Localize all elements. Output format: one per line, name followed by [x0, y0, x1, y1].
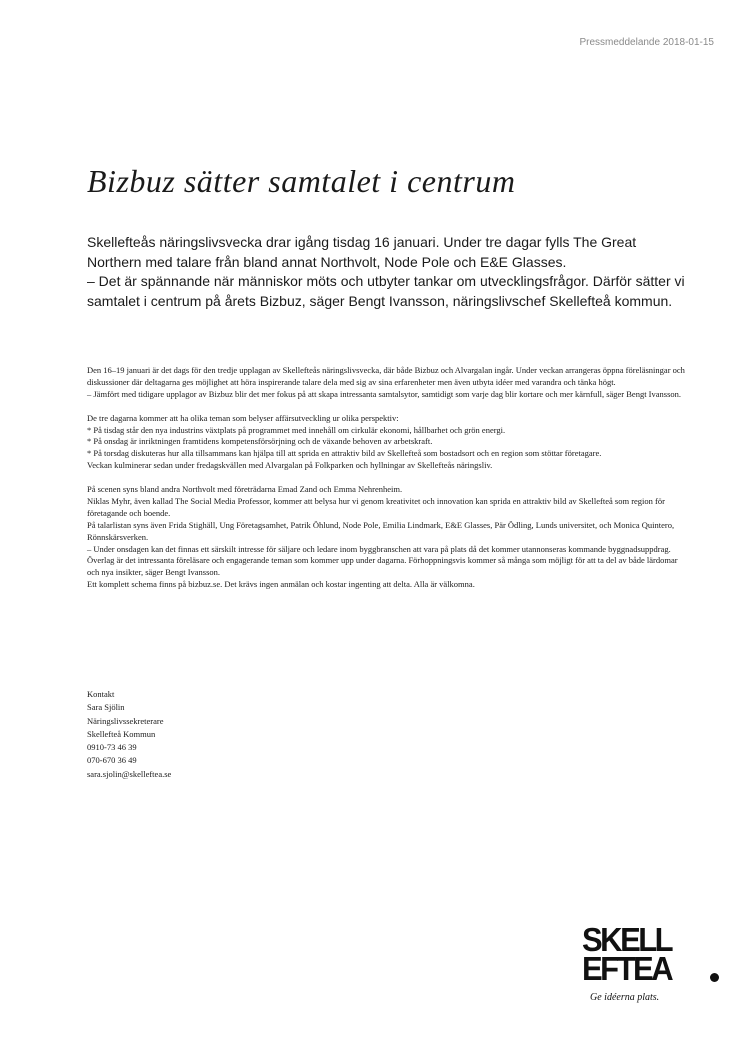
- body-paragraph-2: [87, 413, 687, 473]
- body-line: Veckan kulminerar sedan under fredagskvällen med Alvargalan på Folkparken och hyllningar av Skellefteås näringsliv.: [87, 460, 493, 471]
- logo-line-1: SKELL: [582, 920, 672, 959]
- body-line: * På onsdag är inriktningen framtidens kompetensförsörjning och de växande behoven av arbetskraft.: [87, 436, 433, 447]
- ingress-paragraph: Skellefteås näringslivsvecka drar igång tisdag 16 januari. Under tre dagar fylls The Great Northern med talare från bland annat Northvolt, Node Pole och E&E Glasses.: [87, 234, 637, 270]
- logo-wordmark: [582, 920, 722, 988]
- ingress: [87, 233, 687, 311]
- body-paragraph-1: [87, 365, 687, 401]
- contact-role: Näringslivssekreterare: [87, 715, 164, 726]
- logo-dot-icon: [710, 973, 719, 982]
- logo-line-2: EFTEA: [582, 949, 672, 988]
- body-line: * På tisdag står den nya industrins växtplats på programmet med innehåll om cirkulär ekonomi, hållbarhet och grön energi.: [87, 424, 506, 435]
- body-line: * På torsdag diskuteras hur alla tillsammans kan hjälpa till att sprida en attraktiv bild av Skellefteå som bostadsort och en region som stöttar företagare.: [87, 448, 602, 459]
- contact-name: Sara Sjölin: [87, 702, 125, 713]
- body-line: De tre dagarna kommer att ha olika teman som belyser affärsutveckling ur olika perspektiv:: [87, 412, 399, 423]
- body-paragraph-3: [87, 484, 687, 591]
- skelleftea-logo: [582, 920, 722, 1005]
- body-line: Niklas Myhr, även kallad The Social Media Professor, kommer att belysa hur vi genom kreativitet och innovation kan sprida en attraktiv bild av Skellefteå som region för företagande och boende.: [87, 495, 665, 518]
- page-title: Bizbuz sätter samtalet i centrum: [87, 163, 516, 199]
- press-release-date: Pressmeddelande 2018-01-15: [579, 37, 714, 48]
- contact-organization: Skellefteå Kommun: [87, 728, 156, 739]
- ingress-quote: – Det är spännande när människor möts och utbyter tankar om utvecklingsfrågor. Därför sätter vi samtalet i centrum på årets Bizbuz, säger Bengt Ivansson, näringslivschef Skellefteå kommun.: [87, 273, 685, 309]
- contact-block: [87, 688, 171, 781]
- contact-email: sara.sjolin@skelleftea.se: [87, 768, 172, 779]
- logo-tagline: Ge idéerna plats.: [590, 992, 660, 1003]
- contact-phone: 0910-73 46 39: [87, 742, 137, 753]
- body-line: – Under onsdagen kan det finnas ett särskilt intresse för säljare och ledare inom byggbranschen att vara på plats då det kommer utannonseras kommande byggnadsuppdrag. Överlag är det intressanta föreläsare och engagerande teman som kommer upp under dagarna. Förhoppningsvis kommer så många som möjligt för att ta del av både lärdomar och nya insikter, säger Bengt Ivansson.: [87, 543, 678, 578]
- body-line: På talarlistan syns även Frida Stighäll, Ung Företagsamhet, Patrik Öhlund, Node Pole, Emilia Lindmark, E&E Glasses, Pär Ödling, Lunds universitet, och Monica Quintero, Rönnskärsverken.: [87, 519, 675, 542]
- body-line: På scenen syns bland andra Northvolt med företrädarna Emad Zand och Emma Nehrenheim.: [87, 484, 403, 495]
- body-text: [87, 365, 687, 603]
- body-line: – Jämfört med tidigare upplagor av Bizbuz blir det mer fokus på att skapa intressanta samtalsytor, samtidigt som varje dag blir kortare och mer kärnfull, säger Bengt Ivansson.: [87, 388, 682, 399]
- body-line: Ett komplett schema finns på bizbuz.se. Det krävs ingen anmälan och kostar ingenting att delta. Alla är välkomna.: [87, 579, 475, 590]
- contact-heading: Kontakt: [87, 689, 115, 699]
- body-line: Den 16–19 januari är det dags för den tredje upplagan av Skellefteås näringslivsvecka, där både Bizbuz och Alvargalan ingår. Under veckan arrangeras öppna föreläsningar och diskussioner där deltagarna ges möjlighet att höra inspirerande talare dela med sig av sina erfarenheter men även utbyta idéer med varandra och tänka högt.: [87, 365, 685, 387]
- contact-mobile: 070-670 36 49: [87, 755, 137, 766]
